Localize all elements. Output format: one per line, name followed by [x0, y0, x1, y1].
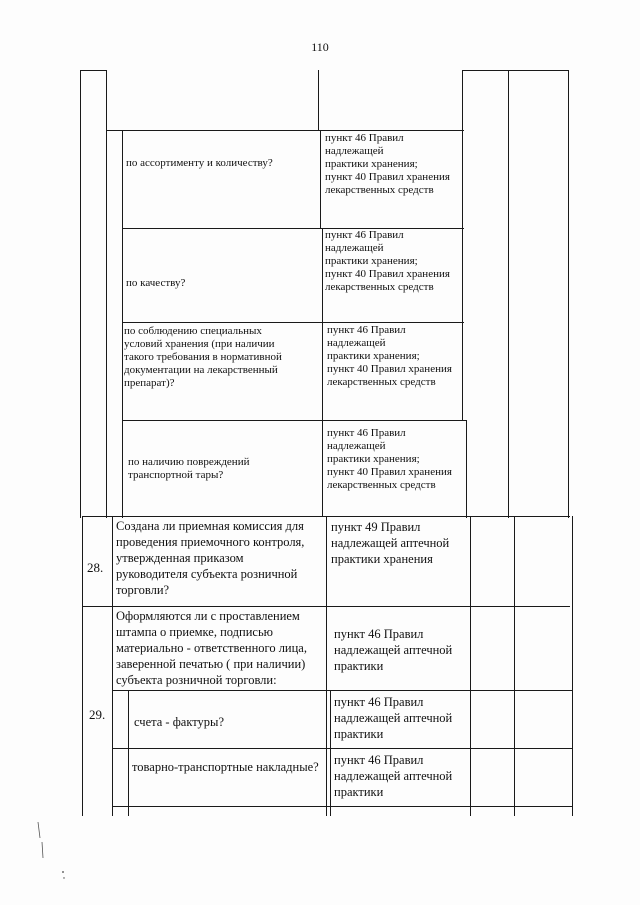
item-number: 28. — [87, 560, 104, 575]
reference-cell: пункт 46 Правил надлежащей практики хранения; пункт 40 Правил хранения лекарственных средств — [327, 324, 452, 388]
question-cell: по соблюдению специальных условий хранения (при наличии такого требования в нормативной документации на лекарственный препарат)? — [124, 325, 282, 389]
question-cell: по ассортименту и количеству? — [126, 157, 273, 169]
item-number: 29. — [89, 707, 106, 722]
question-cell: по качеству? — [126, 277, 186, 289]
question-cell: Создана ли приемная комиссия для проведения приемочного контроля, утвержденная приказом руководителя субъекта розничной торговли? — [116, 519, 305, 597]
reference-cell: пункт 46 Правил надлежащей практики хранения; пункт 40 Правил хранения лекарственных средств — [325, 229, 450, 293]
reference-cell: пункт 49 Правил надлежащей аптечной практики хранения — [331, 520, 450, 566]
reference-cell: пункт 46 Правил надлежащей практики хранения; пункт 40 Правил хранения лекарственных средств — [327, 427, 452, 491]
reference-cell: пункт 46 Правил надлежащей аптечной практики — [334, 627, 453, 673]
question-cell: Оформляются ли с проставлением штампа о приемке, подписью материально - ответственного лица, заверенной печатью ( при наличии) субъекта розничной торговли: — [116, 609, 307, 687]
reference-cell: пункт 46 Правил надлежащей аптечной практики — [334, 753, 453, 799]
reference-cell: пункт 46 Правил надлежащей аптечной практики — [334, 695, 453, 741]
question-cell: по наличию повреждений транспортной тары? — [128, 456, 250, 481]
question-cell: счета - фактуры? — [134, 715, 225, 729]
scan-artifact — [30, 820, 70, 900]
reference-cell: пункт 46 Правил надлежащей практики хранения; пункт 40 Правил хранения лекарственных средств — [325, 132, 450, 196]
page-number: 110 — [311, 40, 329, 54]
question-cell: товарно-транспортные накладные? — [132, 760, 319, 774]
